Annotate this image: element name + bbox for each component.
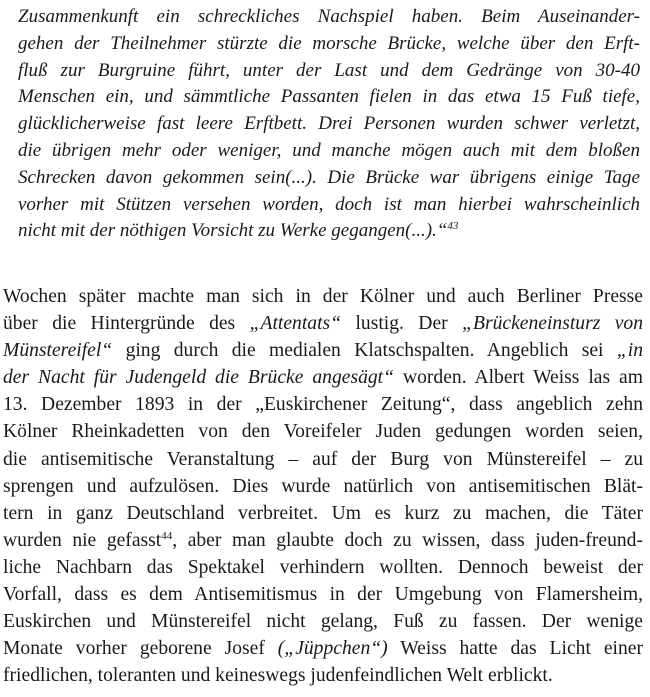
emphasis: Münstereifel“ xyxy=(3,340,113,362)
emphasis: („Jüppchen“) xyxy=(277,638,388,660)
quote-line: gehen der Theilnehmer stürzte die morsche Brücke, welche über den Erft- xyxy=(18,32,640,54)
quote-line: Menschen ein, und sämmtliche Passanten fielen in das etwa 15 Fuß tiefe, xyxy=(18,86,640,108)
paragraph-line: Vorfall, dass es dem Antisemitismus in der Umgebung von Flamersheim, xyxy=(3,584,643,606)
emphasis: „Attentats“ xyxy=(249,313,342,335)
emphasis: der Nacht für Judengeld die Brücke angesägt“ xyxy=(3,367,394,389)
text-run: Monate vorher geborene Josef xyxy=(3,638,278,660)
paragraph-line: Kölner Rheinkadetten von den Voreifeler Juden gedungen worden seien, xyxy=(3,421,643,443)
paragraph-line xyxy=(3,364,643,391)
quote-line-text: nicht mit der nöthigen Vorsicht zu Werke gegangen(...).“ xyxy=(18,220,448,242)
paragraph-line: Euskirchen und Münstereifel nicht gelang, Fuß zu fassen. Der wenige xyxy=(3,611,643,633)
quote-line: vorher mit Stützen versehen worden, doch ist man hierbei wahrscheinlich xyxy=(18,193,640,215)
quote-line: Zusammenkunft ein schreckliches Nachspiel haben. Beim Auseinander- xyxy=(18,6,640,27)
text-run: lustig. Der xyxy=(341,313,463,335)
emphasis: „Brückeneinsturz von xyxy=(462,313,643,335)
paragraph-line xyxy=(3,635,643,662)
quote-line: die übrigen mehr oder weniger, und manche mögen auch mit dem bloßen xyxy=(18,139,640,161)
text-run: wurden nie gefasst xyxy=(3,529,162,551)
paragraph-line: liche Nachbarn das Spektakel verhindern wollten. Dennoch beweist der xyxy=(3,556,643,578)
paragraph-line: tern in ganz Deutschland verbreitet. Um es kurz zu machen, die Täter xyxy=(3,502,643,524)
text-run: über die Hintergründe des xyxy=(3,313,250,335)
paragraph-line xyxy=(3,310,643,337)
text-run: ging durch die medialen Klatschspalten. Angeblich sei xyxy=(112,340,617,362)
quote-line: glücklicherweise fast leere Erftbett. Drei Personen wurden schwer verletzt, xyxy=(18,113,640,135)
paragraph-line-last: friedlichen, toleranten und keineswegs judenfeindlichen Welt erblickt. xyxy=(3,665,553,687)
paragraph-line xyxy=(3,527,643,554)
paragraph-line: 13. Dezember 1893 in der „Euskirchener Zeitung“, dass angeblich zehn xyxy=(3,394,643,416)
paragraph-line: Wochen später machte man sich in der Kölner und auch Berliner Presse xyxy=(3,286,643,307)
emphasis: „in xyxy=(616,340,643,362)
footnote-ref: 43 xyxy=(447,220,459,233)
quote-line: Schrecken davon gekommen sein(...). Die Brücke war übrigens einige Tage xyxy=(18,166,640,188)
body-paragraph xyxy=(3,283,643,689)
paragraph-line xyxy=(3,337,643,364)
footnote-ref: 44 xyxy=(161,529,173,542)
paragraph-line: die antisemitische Veranstaltung – auf der Burg von Münstereifel – zu xyxy=(3,448,643,470)
quote-line: fluß zur Burgruine führt, unter der Last und dem Gedränge von 30-40 xyxy=(18,59,640,81)
text-run: Weiss hatte das Licht einer xyxy=(387,638,643,660)
quote-line-last xyxy=(18,218,640,245)
block-quote xyxy=(18,4,640,245)
text-run: , aber man glaubte doch zu wissen, dass juden-freund- xyxy=(172,529,643,551)
paragraph-line: sprengen und aufzulösen. Dies wurde natürlich von antisemitischen Blät- xyxy=(3,475,643,497)
text-run: worden. Albert Weiss las am xyxy=(394,367,643,389)
